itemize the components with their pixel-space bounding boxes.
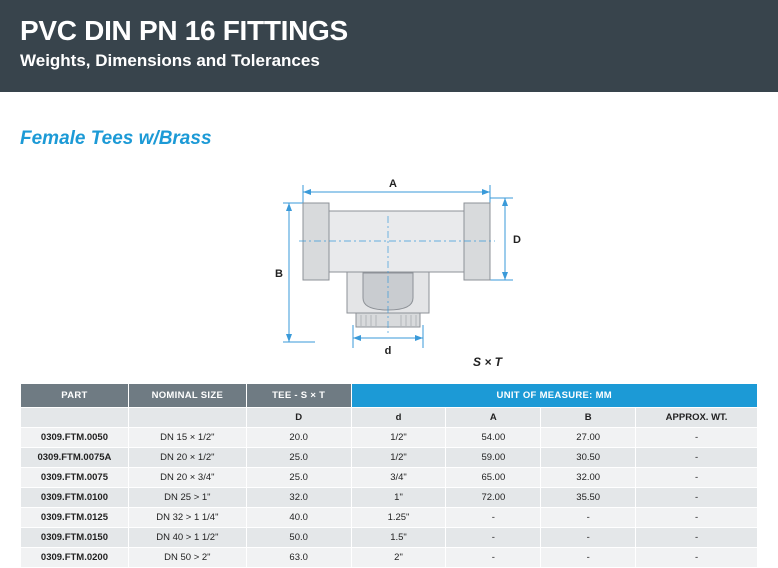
cell-part: 0309.FTM.0200 bbox=[21, 548, 129, 568]
cell-d-tee: 25.0 bbox=[246, 448, 351, 468]
cell-nominal: DN 32 > 1 1/4" bbox=[128, 508, 246, 528]
cell-a: - bbox=[446, 528, 541, 548]
table-row bbox=[21, 468, 758, 488]
cell-d-tee: 25.0 bbox=[246, 468, 351, 488]
cell-a: - bbox=[446, 508, 541, 528]
table-row bbox=[21, 448, 758, 468]
svg-text:B: B bbox=[275, 268, 283, 280]
cell-part: 0309.FTM.0075 bbox=[21, 468, 129, 488]
cell-d: 1/2" bbox=[351, 428, 446, 448]
cell-nominal: DN 15 × 1/2" bbox=[128, 428, 246, 448]
cell-a: 65.00 bbox=[446, 468, 541, 488]
svg-text:d: d bbox=[384, 345, 392, 357]
subheader-d: d bbox=[351, 408, 446, 428]
cell-b: 30.50 bbox=[541, 448, 636, 468]
subheader-d-tee: D bbox=[246, 408, 351, 428]
cell-b: - bbox=[541, 528, 636, 548]
page-header bbox=[0, 0, 778, 92]
diagram-caption: S × T bbox=[473, 355, 503, 369]
cell-wt: - bbox=[636, 508, 758, 528]
svg-text:A: A bbox=[389, 178, 397, 190]
cell-wt: - bbox=[636, 548, 758, 568]
cell-d-tee: 20.0 bbox=[246, 428, 351, 448]
cell-d-tee: 40.0 bbox=[246, 508, 351, 528]
cell-d-tee: 63.0 bbox=[246, 548, 351, 568]
table-row bbox=[21, 548, 758, 568]
cell-b: 32.00 bbox=[541, 468, 636, 488]
table-subheader-row bbox=[21, 408, 758, 428]
cell-wt: - bbox=[636, 528, 758, 548]
cell-a: 54.00 bbox=[446, 428, 541, 448]
cell-d: 1.5" bbox=[351, 528, 446, 548]
subheader-blank-1 bbox=[21, 408, 129, 428]
subheader-blank-2 bbox=[128, 408, 246, 428]
subheader-a: A bbox=[446, 408, 541, 428]
table-row bbox=[21, 428, 758, 448]
subheader-b: B bbox=[541, 408, 636, 428]
table-row bbox=[21, 528, 758, 548]
cell-a: 59.00 bbox=[446, 448, 541, 468]
cell-b: 35.50 bbox=[541, 488, 636, 508]
header-tee: TEE - S × T bbox=[246, 384, 351, 408]
cell-d-tee: 32.0 bbox=[246, 488, 351, 508]
cell-a: - bbox=[446, 548, 541, 568]
cell-nominal: DN 40 > 1 1/2" bbox=[128, 528, 246, 548]
cell-wt: - bbox=[636, 428, 758, 448]
header-nominal-size: NOMINAL SIZE bbox=[128, 384, 246, 408]
header-unit-of-measure: UNIT OF MEASURE: MM bbox=[351, 384, 757, 408]
specifications-table bbox=[20, 383, 758, 568]
cell-d: 1" bbox=[351, 488, 446, 508]
cell-b: 27.00 bbox=[541, 428, 636, 448]
cell-b: - bbox=[541, 508, 636, 528]
cell-wt: - bbox=[636, 488, 758, 508]
cell-b: - bbox=[541, 548, 636, 568]
page-subtitle: Weights, Dimensions and Tolerances bbox=[20, 51, 320, 70]
cell-a: 72.00 bbox=[446, 488, 541, 508]
cell-wt: - bbox=[636, 448, 758, 468]
table-header-row bbox=[21, 384, 758, 408]
cell-nominal: DN 20 × 1/2" bbox=[128, 448, 246, 468]
cell-part: 0309.FTM.0075A bbox=[21, 448, 129, 468]
cell-nominal: DN 25 > 1" bbox=[128, 488, 246, 508]
cell-part: 0309.FTM.0050 bbox=[21, 428, 129, 448]
subheader-approx-wt: APPROX. WT. bbox=[636, 408, 758, 428]
cell-d: 1.25" bbox=[351, 508, 446, 528]
header-part: PART bbox=[21, 384, 129, 408]
table-row bbox=[21, 508, 758, 528]
cell-nominal: DN 20 × 3/4" bbox=[128, 468, 246, 488]
fitting-diagram bbox=[255, 170, 555, 375]
cell-part: 0309.FTM.0125 bbox=[21, 508, 129, 528]
cell-part: 0309.FTM.0150 bbox=[21, 528, 129, 548]
table-row bbox=[21, 488, 758, 508]
cell-wt: - bbox=[636, 468, 758, 488]
section-title: Female Tees w/Brass bbox=[20, 128, 212, 149]
page-title: PVC DIN PN 16 FITTINGS bbox=[20, 15, 348, 46]
cell-d-tee: 50.0 bbox=[246, 528, 351, 548]
cell-d: 3/4" bbox=[351, 468, 446, 488]
cell-d: 2" bbox=[351, 548, 446, 568]
cell-nominal: DN 50 > 2" bbox=[128, 548, 246, 568]
cell-d: 1/2" bbox=[351, 448, 446, 468]
svg-text:D: D bbox=[513, 234, 521, 246]
cell-part: 0309.FTM.0100 bbox=[21, 488, 129, 508]
